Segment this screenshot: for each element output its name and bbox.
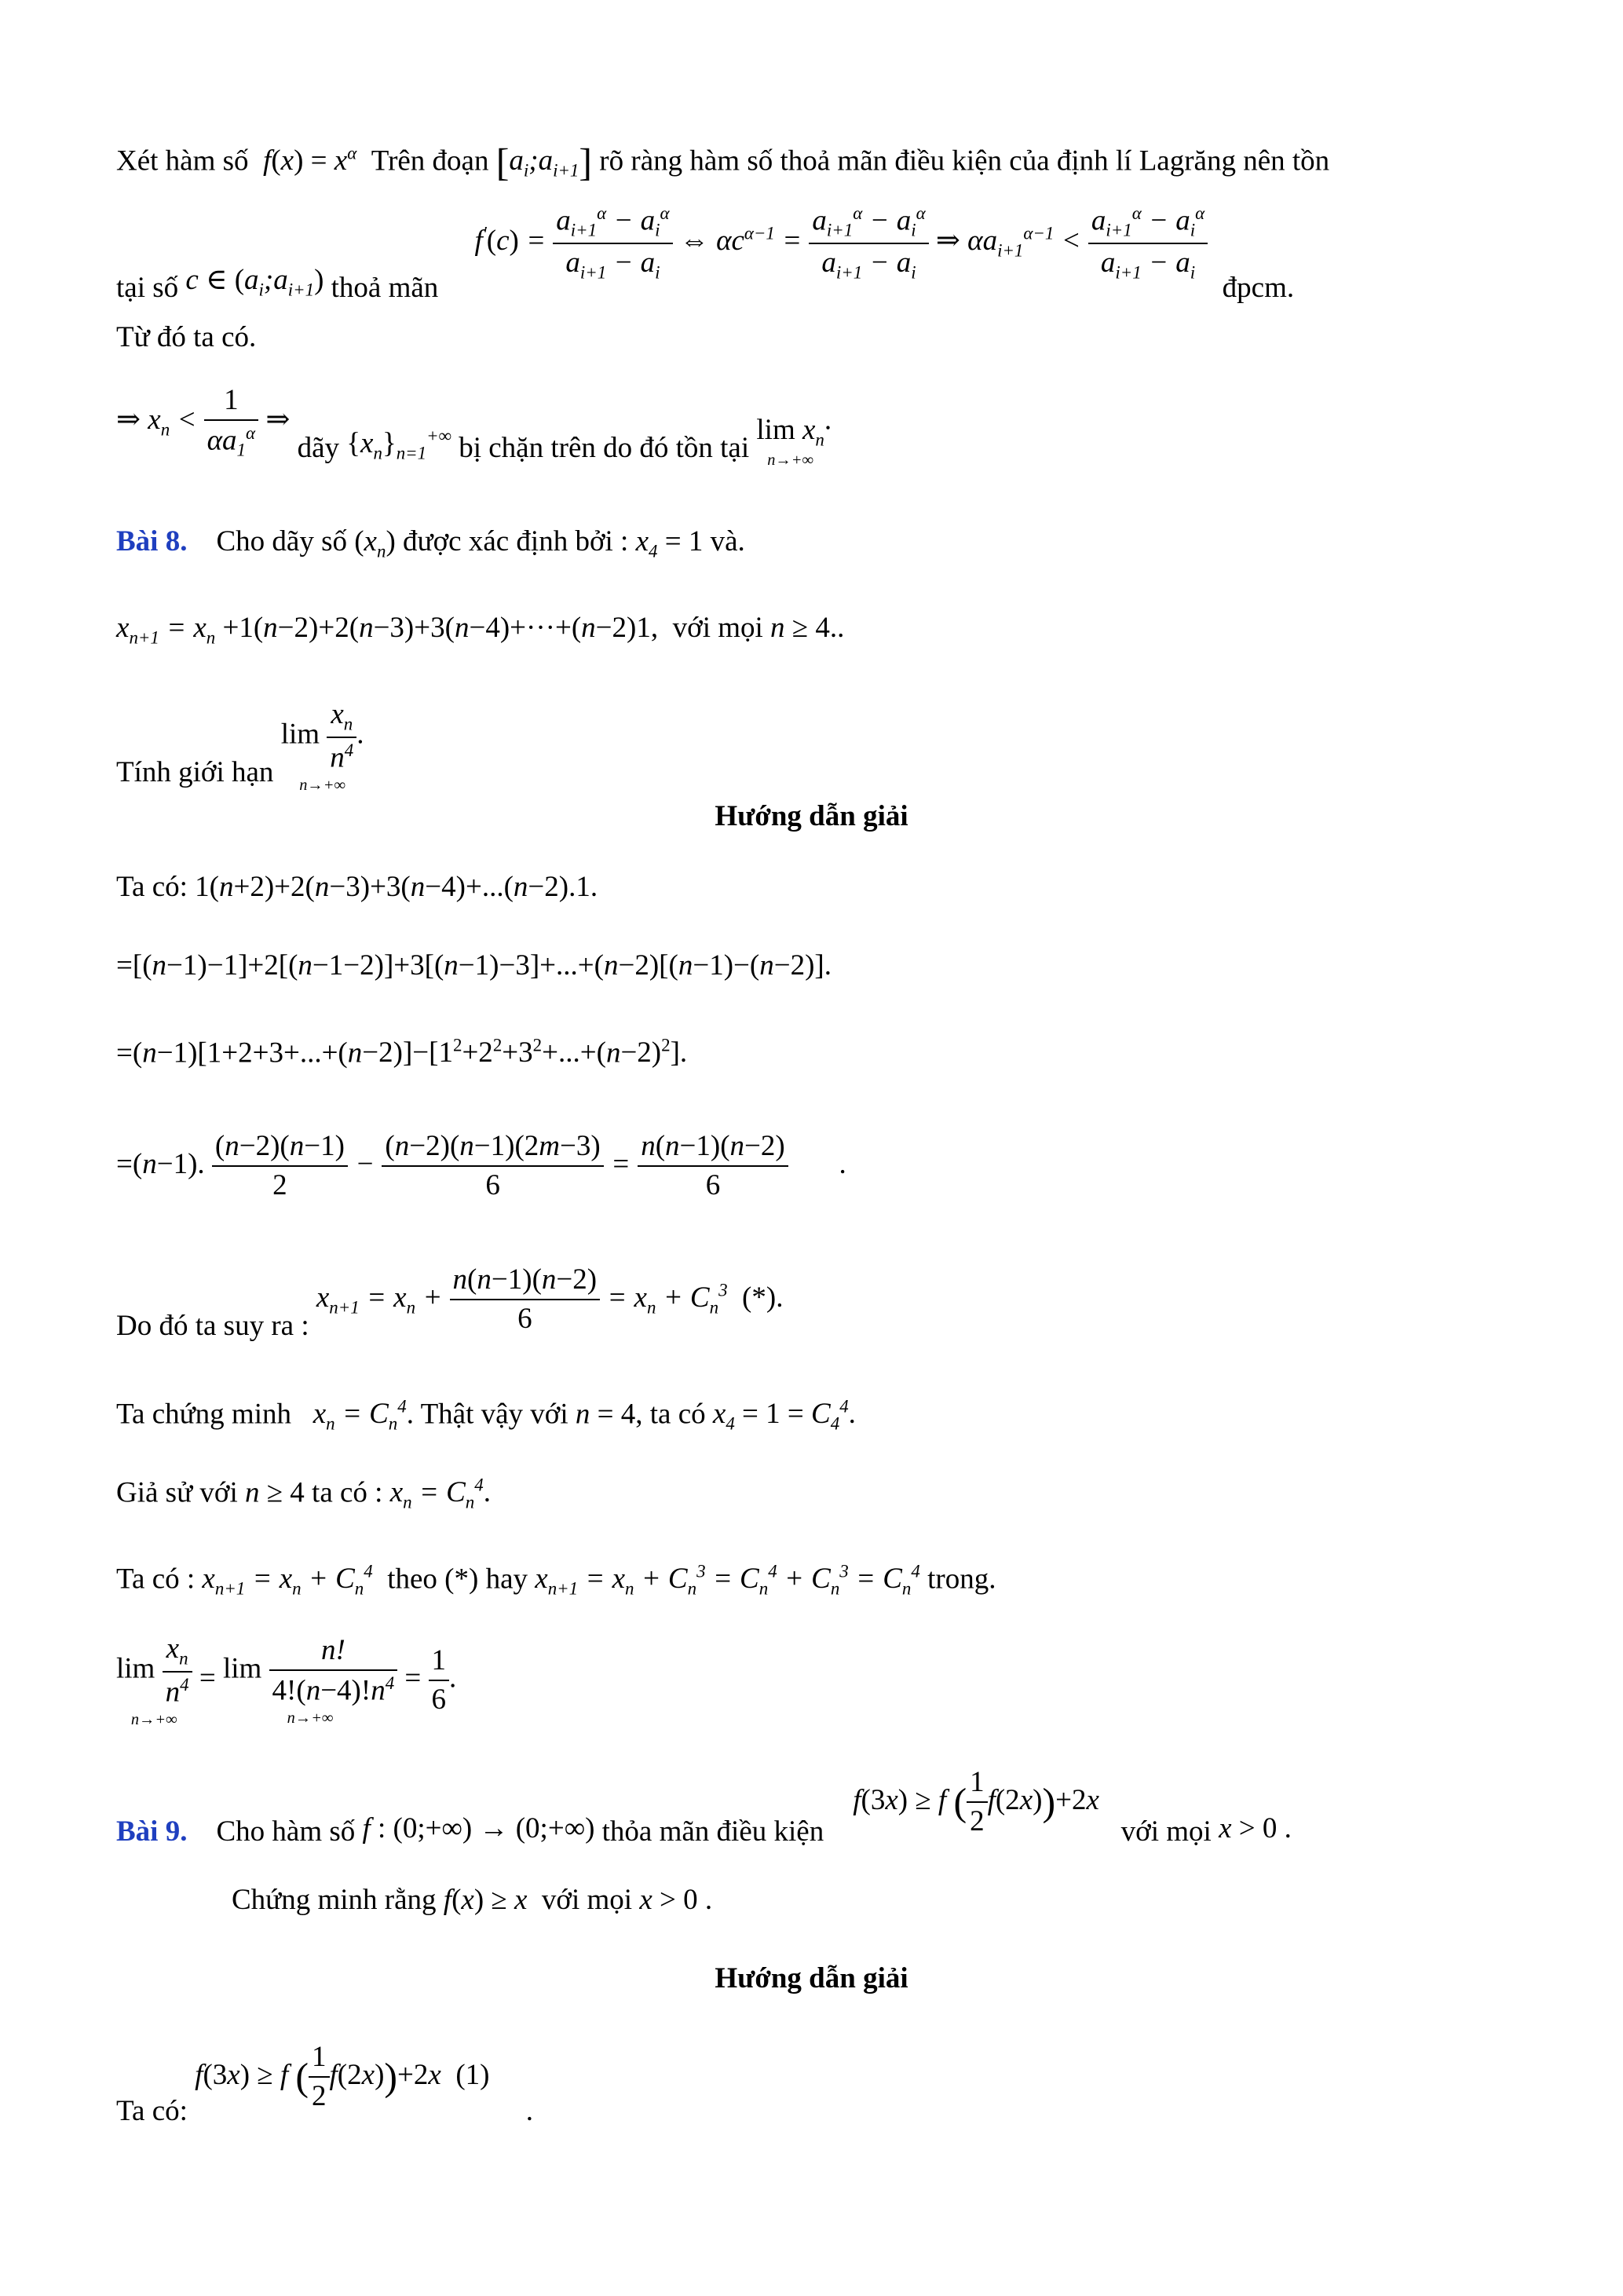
sol9-line1: Ta có: f(3x) ≥ f ( $\frac{1}{2}$ f(2x))+2x (1) . xyxy=(116,2041,533,2127)
text: Giả sử với xyxy=(116,1476,238,1509)
formula: $x_{n+1} = x_n + C_n^4$ xyxy=(202,1562,373,1599)
formula: 1(n+2)+2(n−3)+3(n−4)+...(n−2).1. xyxy=(195,871,598,903)
formula: $f(x) = x^\alpha$ xyxy=(255,144,357,177)
text: Do đó ta suy ra : xyxy=(116,1309,309,1342)
formula: f(3x) ≥ f ( $\frac{1}{2}$ f(2x))+2x xyxy=(853,1766,1099,1838)
text: Chứng minh rằng xyxy=(232,1884,437,1916)
text: Ta chứng minh xyxy=(116,1398,291,1431)
text: Trên đoạn xyxy=(371,144,489,177)
formula: $\{x_n\}_{n=1}^{+\infty}$ xyxy=(346,426,451,463)
problem-label: Bài 8. xyxy=(116,525,188,558)
text: Cho hàm số xyxy=(216,1815,356,1848)
text: thỏa mãn điều kiện xyxy=(601,1815,824,1848)
solution-heading: Hướng dẫn giải xyxy=(715,800,908,832)
formula: n = 4 xyxy=(575,1398,636,1431)
text: Tính giới hạn xyxy=(116,755,274,788)
text: Cho dãy số xyxy=(216,525,347,558)
formula: f'(c) = $\frac{a_{i+1}^\alpha - a_i^\alpha}{a_{i+1} - a_i}$ ⇔ $\alpha c^{\alpha-1}$ = $\frac{a_{i+1}^\alpha - a_i^\alpha}{a_{i+1} - a_i}$ ⇒ $\alpha a_{i+1}^{\alpha-1}$ < $\frac{a_{i+1}^\alpha - a_i^\alpha}{a_{i+1} - a_i}$ xyxy=(475,225,1215,257)
limit: lim $\frac{x_n}{n^4}$ n→+∞ xyxy=(116,1632,192,1729)
formula: $(x_n)$ xyxy=(354,525,396,561)
para2-line xyxy=(116,320,256,355)
formula: n ≥ 4.. xyxy=(770,612,845,644)
formula: $x_4 = 1$ xyxy=(635,525,704,561)
text: dãy xyxy=(297,432,340,465)
text: theo (*) hay xyxy=(387,1563,528,1596)
formula: =[(n−1)−1]+2[(n−1−2)]+3[(n−1)−3]+...+(n−2)[(n−1)−(n−2)]. xyxy=(116,949,832,982)
formula: =(n−1). $\frac{(n-2)(n-1)}{2}$ − $\frac{(n-2)(n-1)(2m-3)}{6}$ = $\frac{n(n-1)(n-2)}{6}$ . xyxy=(116,1130,846,1202)
problem-label: Bài 9. xyxy=(116,1815,188,1848)
text: Từ đó ta có. xyxy=(116,321,257,353)
formula: n ≥ 4 xyxy=(244,1476,305,1509)
formula: x > 0 . xyxy=(639,1884,713,1916)
bai9-line2 xyxy=(232,1883,712,1918)
sol8-line9: lim $\frac{x_n}{n^4}$ n→+∞ = lim $\frac{n!}{4!(n-4)!n^4}$ n→+∞ = $\frac{1}{6}$ . xyxy=(116,1632,457,1728)
bai8-line2 xyxy=(116,611,844,649)
text: . Thật vậy với xyxy=(406,1398,568,1431)
sol8-line2 xyxy=(116,949,832,983)
text: trong. xyxy=(927,1563,996,1596)
formula: f(x) ≥ x xyxy=(443,1884,528,1916)
text: bị chặn trên do đó tồn tại xyxy=(459,432,750,465)
formula: ⇒ $x_n$ < $\frac{1}{\alpha a_1^\alpha}$ ⇒ xyxy=(116,384,291,461)
para1-line2 xyxy=(116,203,1295,305)
bai8-line3 xyxy=(116,697,364,795)
limit: $\lim x_n$ n→+∞ xyxy=(756,413,824,469)
formula: $x_{n+1} = x_n$ + $\frac{n(n-1)(n-2)}{6}$ = $x_n + C_n^3$ (*). xyxy=(316,1263,784,1336)
formula: $[a_i;a_{i+1}]$ xyxy=(495,141,593,185)
solution-heading: Hướng dẫn giải xyxy=(715,1962,908,1994)
text: thoả mãn xyxy=(331,272,439,305)
text: với mọi xyxy=(1120,1815,1212,1848)
text: tại số xyxy=(116,272,179,305)
formula: $x_n = C_n^4$. xyxy=(389,1475,491,1512)
sol8-line7 xyxy=(116,1475,491,1513)
bai9-line1 xyxy=(116,1765,1292,1848)
para3-line: ⇒ $x_n$ < $\frac{1}{\alpha a_1^\alpha}$ ⇒ dãy $\{x_n\}_{n=1}^{+\infty}$ bị chặn trên do đó tồn tại $\lim x_n$ n→+∞ . xyxy=(116,384,832,469)
sol8-line4 xyxy=(116,1129,846,1204)
formula: c ∈ $(a_i;a_{i+1})$ xyxy=(185,264,324,300)
para1-line1 xyxy=(116,140,1329,187)
limit: lim $\frac{n!}{4!(n-4)!n^4}$ n→+∞ xyxy=(223,1633,397,1728)
formula: x > 0 . xyxy=(1219,1812,1292,1844)
sol8-line3 xyxy=(116,1035,687,1071)
text: Xét hàm số xyxy=(116,144,249,177)
sol8-line1 xyxy=(116,870,598,905)
bai8-line1 xyxy=(116,525,745,562)
text: với mọi xyxy=(541,1884,633,1916)
text: rõ ràng hàm số thoả mãn điều kiện của định lí Lagrăng nên tồn xyxy=(599,144,1330,177)
formula: $x_{n+1} = x_n + C_n^3 = C_n^4 + C_n^3 = C_n^4$ xyxy=(535,1562,920,1599)
formula: f : (0;+∞) → (0;+∞) xyxy=(362,1812,595,1844)
sol8-line6 xyxy=(116,1396,856,1435)
text: được xác định bởi : xyxy=(403,525,629,558)
formula: $x_{n+1} = x_n +1(n-2)+2(n-3)+3(n-4)+\cdot\cdot\cdot+(n-2)1$, xyxy=(116,612,659,648)
sol8-line8 xyxy=(116,1561,996,1600)
text: Ta có: xyxy=(116,871,188,903)
text: , ta có xyxy=(635,1398,706,1431)
text: ta có : xyxy=(312,1476,383,1509)
limit: lim $\frac{x_n}{n^4}$ . n→+∞ xyxy=(280,698,364,794)
formula: $x_n = C_n^4$ xyxy=(313,1397,407,1434)
text: với mọi xyxy=(672,612,763,644)
formula: f(3x) ≥ f ( $\frac{1}{2}$ f(2x))+2x (1) xyxy=(195,2041,490,2113)
formula: $=(n-1)[1+2+3+...+(n-2)]-[1^2+2^2+3^2+...+(n-2)^2]$. xyxy=(116,1036,688,1069)
text: và. xyxy=(710,525,745,558)
text: đpcm. xyxy=(1222,272,1295,305)
text: Ta có : xyxy=(116,1563,196,1596)
text: Ta có: xyxy=(116,2094,188,2127)
sol8-line5 xyxy=(116,1263,784,1342)
formula: $x_4 = 1 = C_4^4$. xyxy=(712,1397,856,1434)
